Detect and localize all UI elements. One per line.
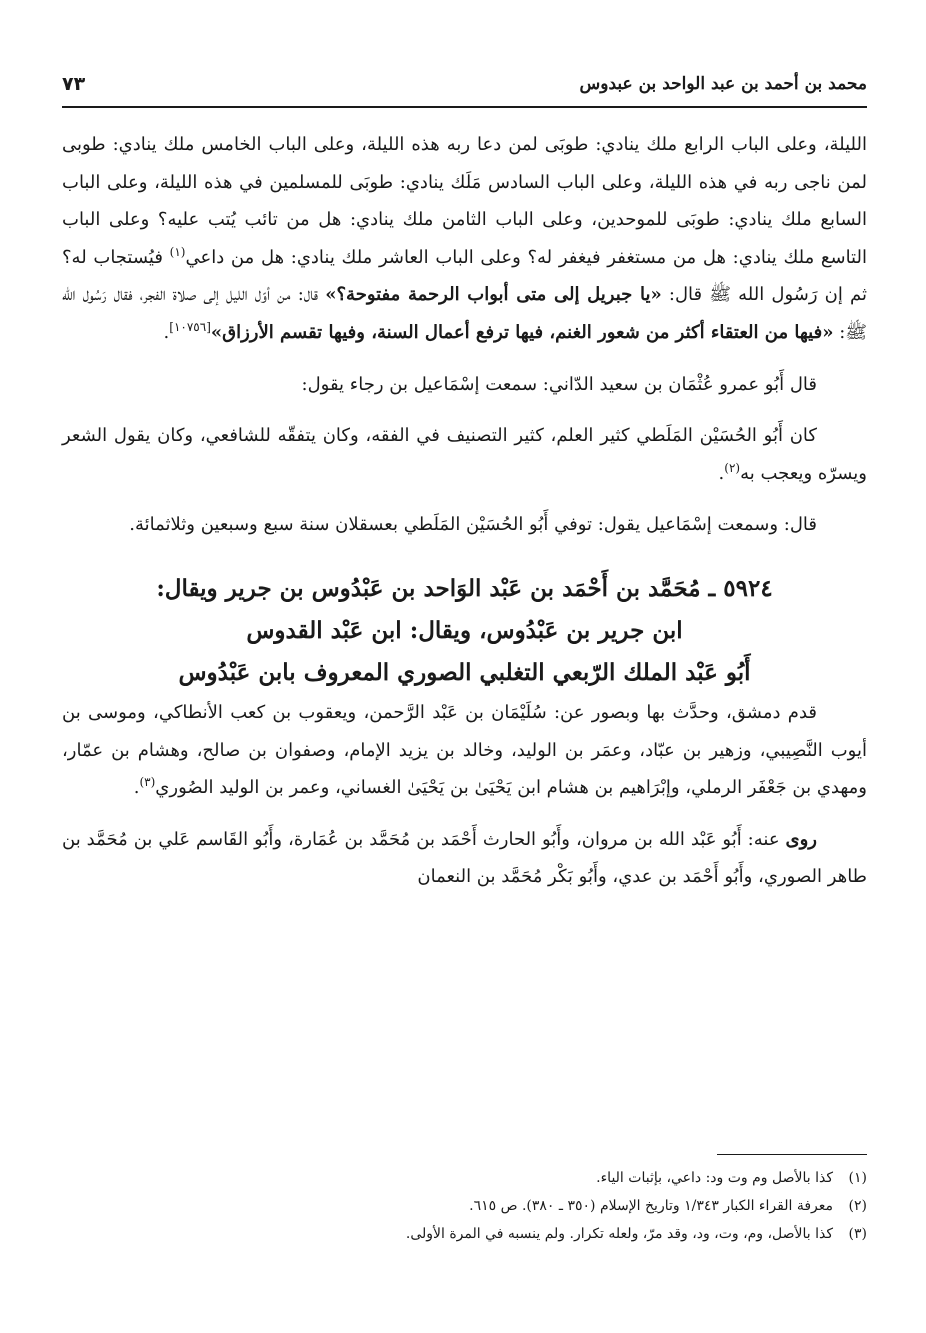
page-number: ٧٣ [62, 73, 86, 95]
entry-heading-line: ابن جرير بن عَبْدُوس، ويقال: ابن عَبْد القدوس [246, 616, 683, 644]
paragraph-students [62, 821, 867, 896]
body-text [62, 126, 867, 896]
footnotes [62, 1164, 867, 1248]
hadith-reference-number: [١٠٧٥٦] [169, 319, 211, 334]
footnote-text: معرفة القراء الكبار ١/٣٤٣ وتاريخ الإسلام (٣٥٠ ـ ٣٨٠). ص ٦١٥. [469, 1198, 833, 1214]
footnote-divider [717, 1154, 867, 1155]
footnote-text: كذا بالأصل وم وت ود: داعي، بإثبات الياء. [596, 1170, 833, 1186]
text-segment: . [163, 321, 170, 343]
book-page [62, 62, 867, 1322]
text-segment: فيُستجاب له؟ ثم إن رَسُول الله ﷺ قال: [62, 246, 868, 306]
text-segment: عنه: أَبُو عَبْد الله بن مروان، وأَبُو الحارث أَحْمَد بن مُحَمَّد بن عُمَارة، وأَبُو القَاسم عَلي بن مُحَمَّد بن طاهر الصوري، وأَبُو أَحْمَد بن عدي، وأَبُو بَكْر مُحَمَّد بن النعمان [62, 828, 867, 888]
paragraph-narration [62, 366, 867, 404]
hadith-quote: «فيها من العتقاء أكثر من شعور الغنم، فيها ترفع أعمال السنة، وفيها تقسم الأرزاق» [210, 321, 834, 343]
paragraph-biography [62, 417, 867, 492]
footnote [62, 1164, 867, 1192]
entry-heading-line: أَبُو عَبْد الملك الرّبعي التغلبي الصوري المعروف بابن عَبْدُوس [178, 658, 751, 686]
text-segment: قال: وسمعت إسْمَاعيل يقول: توفي أَبُو الحُسَيْن المَلَطي بعسقلان سنة سبع وسبعين وثلاثمائة. [129, 514, 817, 536]
footnote-number: (٢) [848, 1198, 867, 1214]
footnote-marker: (١) [169, 244, 186, 259]
text-segment: . [718, 462, 725, 484]
hadith-quote: «يا جبريل إلى متى أبواب الرحمة مفتوحة؟» [325, 284, 662, 306]
paragraph-death-date [62, 506, 867, 544]
paragraph-lead-word: روى [785, 828, 817, 850]
text-segment: الليلة، وعلى الباب الرابع ملك ينادي: طوبَى لمن دعا ربه هذه الليلة، وعلى الباب الخامس ملك ينادي: طوبى لمن ناجى ربه في هذه الليلة، وعلى الباب السادس مَلَك ينادي: طوبَى للمسلمين في هذه الليلة، وعلى الباب السابع ملك ينادي: طوبَى للموحدين، وعلى الباب الثامن ملك ينادي: هل من تائب يُتب عليه؟ وعلى الباب التاسع ملك ينادي: هل من مستغفر فيغفر له؟ وعلى الباب العاشر ملك ينادي: هل من داعي [62, 134, 867, 268]
text-segment: . [133, 777, 140, 799]
footnote-marker: (٣) [139, 775, 156, 790]
footnote-number: (٣) [848, 1226, 867, 1242]
footnote-text: كذا بالأصل، وم، وت، ود، وقد مرّ، ولعله تكرار. ولم ينسبه في المرة الأولى. [405, 1226, 833, 1242]
text-segment: قدم دمشق، وحدَّث بها وبصور عن: سُلَيْمَان بن عَبْد الرَّحمن، ويعقوب بن كعب الأنطاكي، وموسى بن أيوب النَّصِيبي، وزهير بن عبّاد، وعمَر بن الوليد، وخالد بن يزيد الإمام، وصفوان بن صالح، وهشام بن عمّار، ومهدي بن جَعْفَر الرملي، وإبْرَاهيم بن هشام ابن يَحْيَىٰ بن يَحْيَىٰ الغساني، وعمر بن الوليد الصُوري [62, 701, 867, 799]
text-segment: قال: من أوّل الليل إلى صلاة الفجر، فقال رَسُول الله ﷺ: [62, 284, 867, 343]
page-header [62, 62, 867, 108]
footnote-marker: (٢) [724, 460, 741, 475]
text-segment: كان أَبُو الحُسَيْن المَلَطي كثير العلم، كثير التصنيف في الفقه، وكان يتفقّه للشافعي، وكان يقول الشعر ويسرّه ويعجب به [62, 425, 867, 484]
footnote-number: (١) [848, 1170, 867, 1186]
entry-heading-line: ٥٩٢٤ ـ مُحَمَّد بن أَحْمَد بن عَبْد الوَاحد بن عَبْدُوس بن جرير ويقال: [156, 574, 773, 602]
paragraph-teachers [62, 694, 867, 807]
footnote [62, 1220, 867, 1248]
text-segment: قال أَبُو عمرو عُثْمَان بن سعيد الدّاني: سمعت إسْمَاعيل بن رجاء يقول: [301, 373, 817, 395]
entry-heading [62, 568, 867, 694]
running-title: محمد بن أحمد بن عبد الواحد بن عبدوس [579, 74, 867, 94]
footnote [62, 1192, 867, 1220]
paragraph-hadith [62, 126, 867, 352]
